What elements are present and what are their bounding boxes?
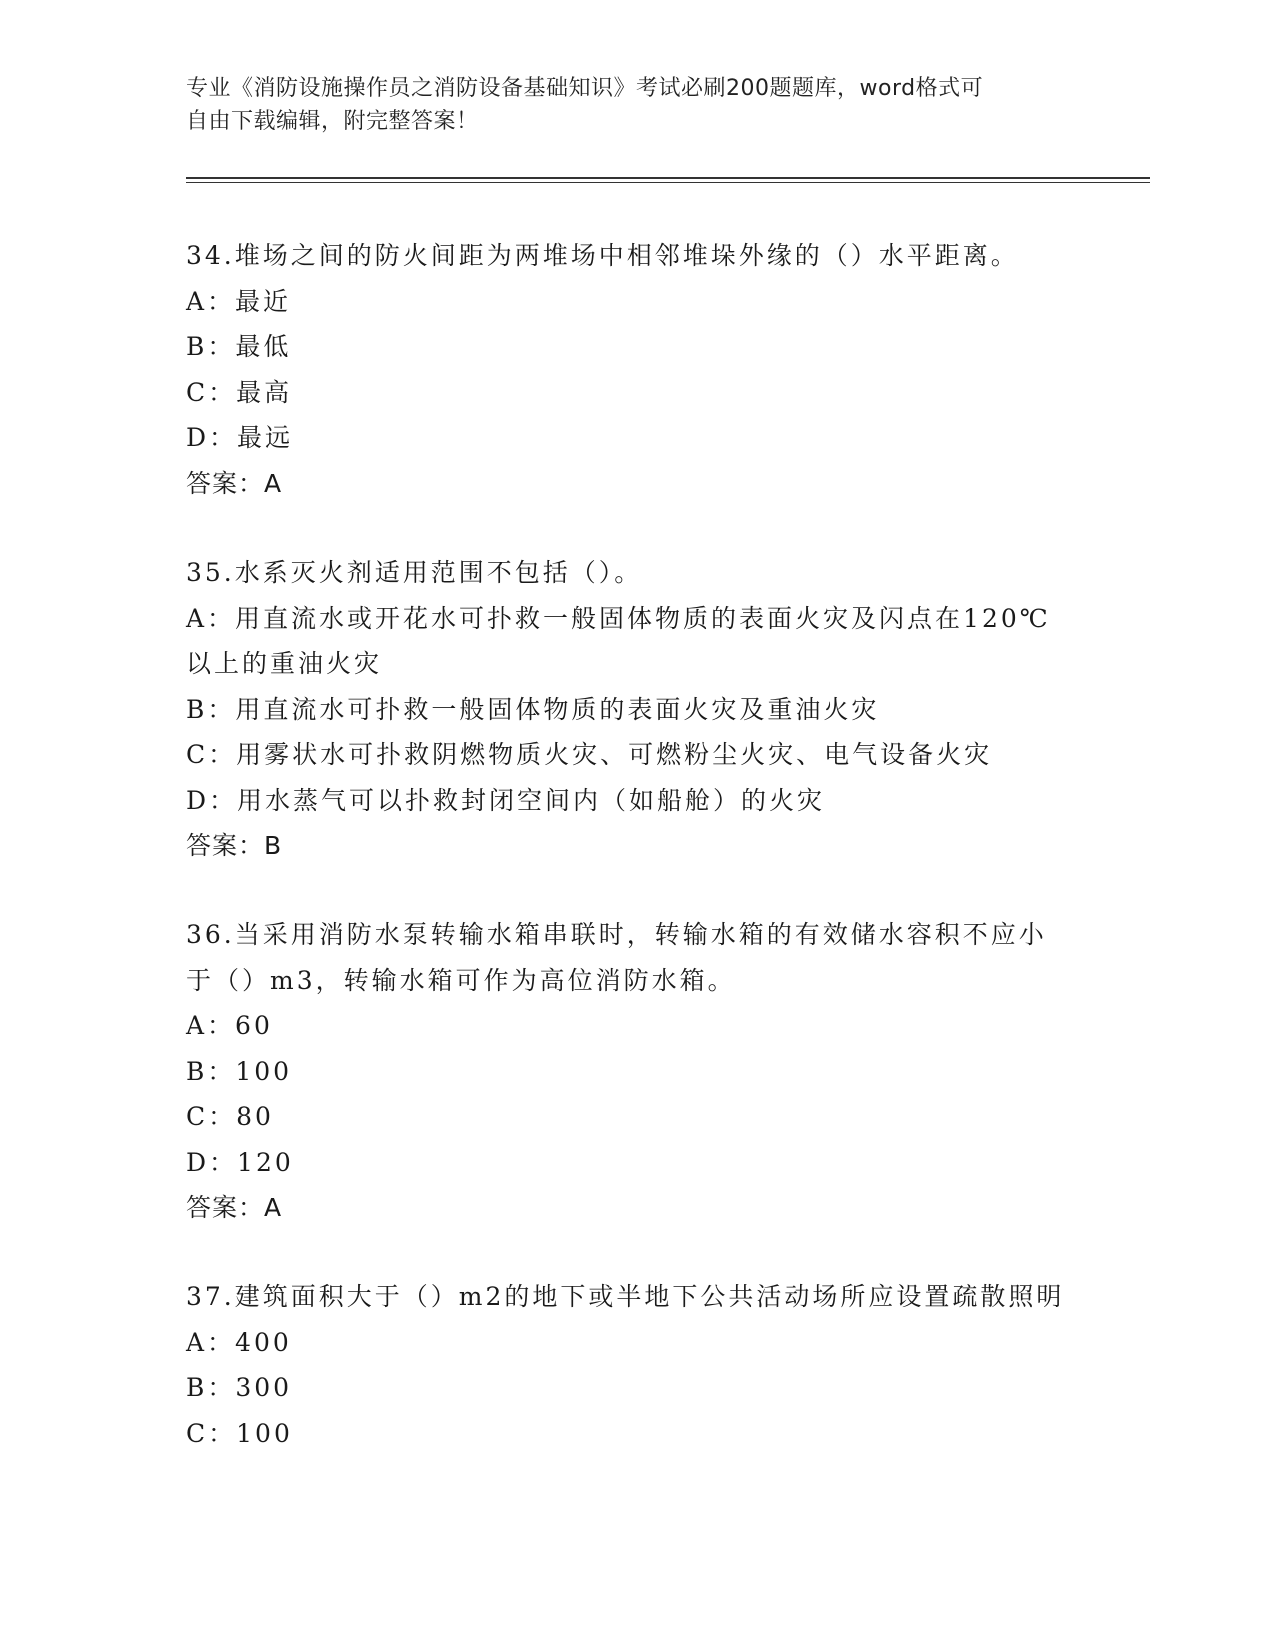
option-c: C：80	[186, 1102, 274, 1131]
option-b: B：300	[186, 1373, 293, 1402]
option-a-continued: 以上的重油火灾	[186, 649, 383, 678]
option-c: C：用雾状水可扑救阴燃物质火灾、可燃粉尘火灾、电气设备火灾	[186, 740, 993, 769]
question-35	[186, 550, 1086, 869]
option-a: A：60	[186, 1011, 273, 1040]
question-stem-continued: 于（）m3，转输水箱可作为高位消防水箱。	[186, 965, 736, 995]
option-c: C：最高	[186, 377, 293, 407]
answer-line: 答案：A	[186, 468, 283, 498]
option-d: D：120	[186, 1147, 294, 1177]
option-a: A：最近	[186, 286, 292, 316]
answer-line: 答案：A	[186, 1193, 283, 1222]
document-header	[186, 72, 1066, 138]
question-34	[186, 233, 1086, 506]
question-stem: 34.堆场之间的防火间距为两堆场中相邻堆垛外缘的（）水平距离。	[186, 241, 1019, 270]
option-a: A：用直流水或开花水可扑救一般固体物质的表面火灾及闪点在120℃	[186, 603, 1051, 633]
header-line-1: 专业《消防设施操作员之消防设备基础知识》考试必刷200题题库，word格式可	[186, 76, 984, 101]
option-d: D：最远	[186, 423, 294, 452]
option-b: B：用直流水可扑救一般固体物质的表面火灾及重油火灾	[186, 694, 880, 724]
question-36	[186, 912, 1086, 1231]
question-37	[186, 1274, 1086, 1456]
option-b: B：100	[186, 1056, 293, 1086]
question-stem: 35.水系灭火剂适用范围不包括（）。	[186, 558, 643, 587]
option-a: A：400	[186, 1327, 292, 1357]
header-divider-thick	[186, 177, 1150, 179]
question-stem: 36.当采用消防水泵转输水箱串联时，转输水箱的有效储水容积不应小	[186, 920, 1047, 949]
question-stem: 37.建筑面积大于（）m2的地下或半地下公共活动场所应设置疏散照明	[186, 1282, 1065, 1311]
option-d: D：用水蒸气可以扑救封闭空间内（如船舱）的火灾	[186, 785, 826, 815]
header-line-2: 自由下载编辑，附完整答案！	[186, 109, 479, 134]
answer-line: 答案：B	[186, 831, 283, 860]
header-divider-thin	[186, 182, 1150, 183]
option-b: B：最低	[186, 332, 292, 361]
option-c: C：100	[186, 1418, 293, 1448]
